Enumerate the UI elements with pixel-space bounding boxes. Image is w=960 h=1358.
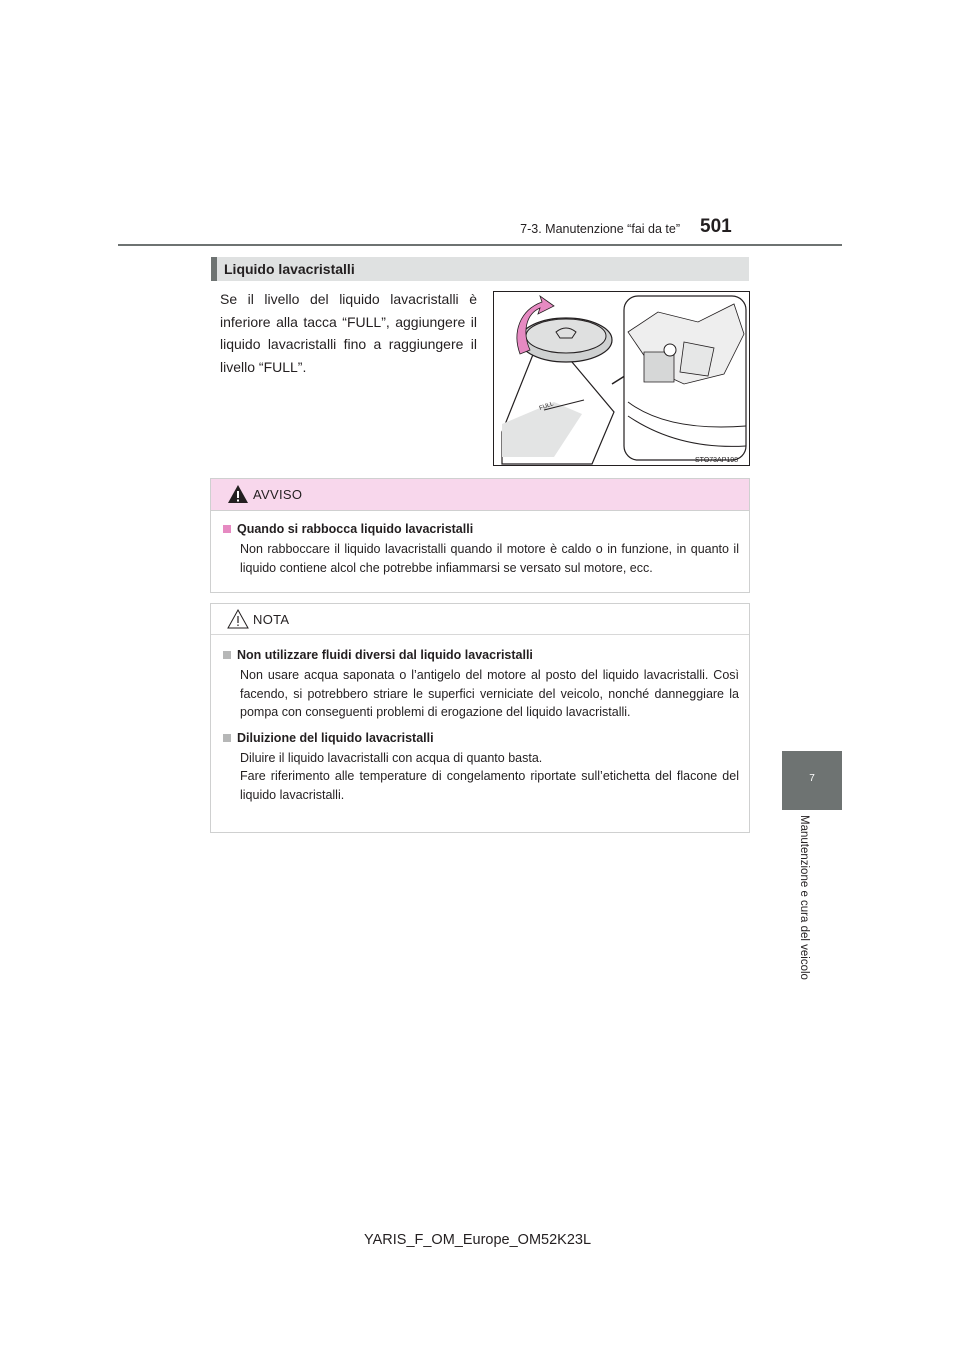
- chapter-title: Manutenzione e cura del veicolo: [798, 815, 810, 980]
- washer-reservoir-illustration: [493, 291, 750, 466]
- note-box: [210, 603, 750, 833]
- note-label: NOTA: [253, 612, 290, 627]
- note-item-body: Non usare acqua saponata o l’antigelo del motore al posto del liquido lavacristalli. Così facendo, si potrebbero striare le superfici verniciate del veicolo, nonché danneggiare la pompa con conseguenti problemi di erogazione del liquido lavacristalli.: [240, 668, 739, 719]
- header-rule: [118, 244, 842, 246]
- warning-item-body: Non rabboccare il liquido lavacristalli quando il motore è caldo o in funzione, in quanto il liquido contiene alcol che potrebbe infiammarsi se versato sul motore, ecc.: [240, 542, 739, 575]
- note-item-body-line: Fare riferimento alle temperature di congelamento riportate sull’etichetta del flacone del liquido lavacristalli.: [240, 769, 739, 802]
- note-item-title: Non utilizzare fluidi diversi dal liquido lavacristalli: [223, 648, 739, 662]
- warning-triangle-icon: [227, 483, 249, 505]
- page-number: 501: [700, 216, 732, 237]
- warning-header: [211, 479, 749, 511]
- chapter-number: 7: [809, 773, 815, 784]
- bullet-square-icon: [223, 525, 231, 533]
- warning-label: AVVISO: [253, 487, 303, 502]
- figure-code: STO73AP198: [695, 457, 739, 464]
- warning-item-title: Quando si rabbocca liquido lavacristalli: [223, 522, 739, 536]
- full-mark-label: FULL: [538, 401, 555, 412]
- warning-box: [210, 478, 750, 593]
- header-section-title: 7-3. Manutenzione “fai da te”: [520, 222, 680, 236]
- bullet-square-icon: [223, 651, 231, 659]
- note-item-body-line: Diluire il liquido lavacristalli con acqua di quanto basta.: [240, 750, 543, 765]
- note-item-title: Diluizione del liquido lavacristalli: [223, 731, 739, 745]
- footer-document-code: YARIS_F_OM_Europe_OM52K23L: [364, 1232, 592, 1248]
- section-title: Liquido lavacristalli: [224, 261, 355, 277]
- caution-triangle-icon: [227, 608, 249, 630]
- section-body-text: Se il livello del liquido lavacristalli è inferiore alla tacca “FULL”, aggiungere il liquido lavacristalli fino a raggiungere il livello “FULL”.: [220, 291, 477, 375]
- bullet-square-icon: [223, 734, 231, 742]
- section-heading-accent: [211, 257, 217, 281]
- note-header: [211, 604, 749, 635]
